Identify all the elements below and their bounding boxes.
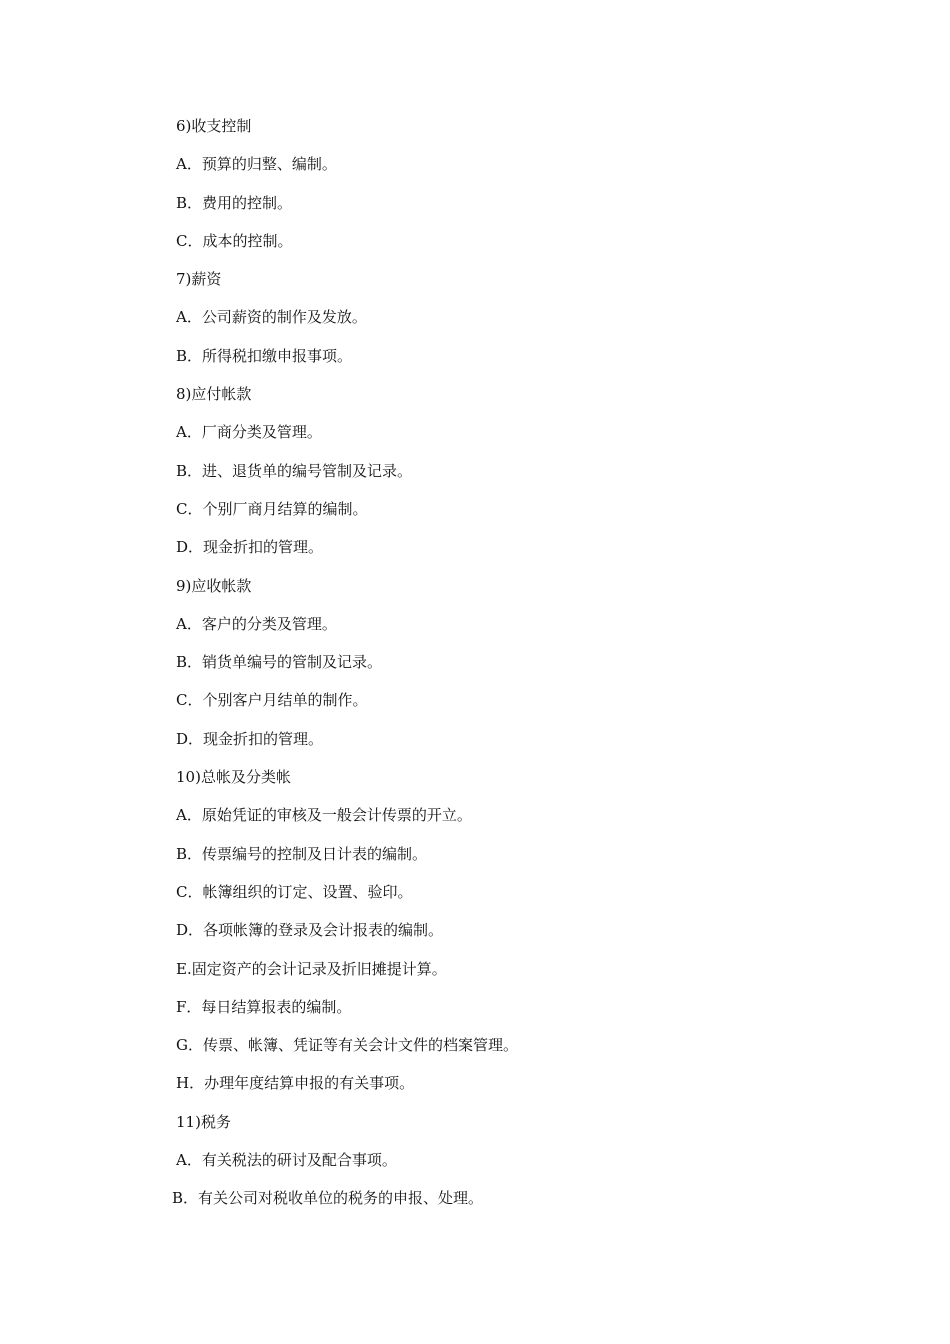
list-item: G．传票、帐簿、凭证等有关会计文件的档案管理。 bbox=[176, 1036, 518, 1055]
section-heading-10: 10)总帐及分类帐 bbox=[176, 768, 291, 787]
section-heading-11: 11)税务 bbox=[176, 1112, 231, 1131]
section-heading-8: 8)应付帐款 bbox=[176, 385, 252, 404]
list-item: C．个别客户月结单的制作。 bbox=[176, 691, 368, 710]
list-item: B．有关公司对税收单位的税务的申报、处理。 bbox=[172, 1189, 484, 1208]
list-item: E.固定资产的会计记录及折旧摊提计算。 bbox=[176, 959, 447, 978]
section-heading-9: 9)应收帐款 bbox=[176, 576, 252, 595]
list-item: B．销货单编号的管制及记录。 bbox=[176, 653, 383, 672]
list-item: D．各项帐簿的登录及会计报表的编制。 bbox=[176, 921, 444, 940]
list-item: H．办理年度结算申报的有关事项。 bbox=[176, 1074, 415, 1093]
section-heading-6: 6)收支控制 bbox=[176, 117, 252, 135]
list-item: B．所得税扣缴申报事项。 bbox=[176, 346, 353, 365]
list-item: D．现金折扣的管理。 bbox=[176, 729, 324, 748]
section-heading-7: 7)薪资 bbox=[176, 270, 222, 289]
list-item: A．有关税法的研讨及配合事项。 bbox=[176, 1151, 397, 1170]
document-body bbox=[172, 114, 876, 1225]
list-item: A．原始凭证的审核及一般会计传票的开立。 bbox=[176, 806, 472, 825]
list-item: A．厂商分类及管理。 bbox=[176, 423, 322, 442]
list-item: B．进、退货单的编号管制及记录。 bbox=[176, 461, 413, 480]
list-item: D．现金折扣的管理。 bbox=[176, 538, 324, 557]
list-item: A．预算的归整、编制。 bbox=[176, 155, 337, 174]
list-item: B．费用的控制。 bbox=[176, 193, 293, 212]
list-item: F．每日结算报表的编制。 bbox=[176, 997, 352, 1016]
list-item: A．客户的分类及管理。 bbox=[176, 614, 337, 633]
list-item: C．个别厂商月结算的编制。 bbox=[176, 499, 368, 518]
list-item: A．公司薪资的制作及发放。 bbox=[176, 308, 367, 327]
list-item: C．成本的控制。 bbox=[176, 231, 293, 250]
list-item: C．帐簿组织的订定、设置、验印。 bbox=[176, 882, 413, 901]
list-item: B．传票编号的控制及日计表的编制。 bbox=[176, 844, 428, 863]
